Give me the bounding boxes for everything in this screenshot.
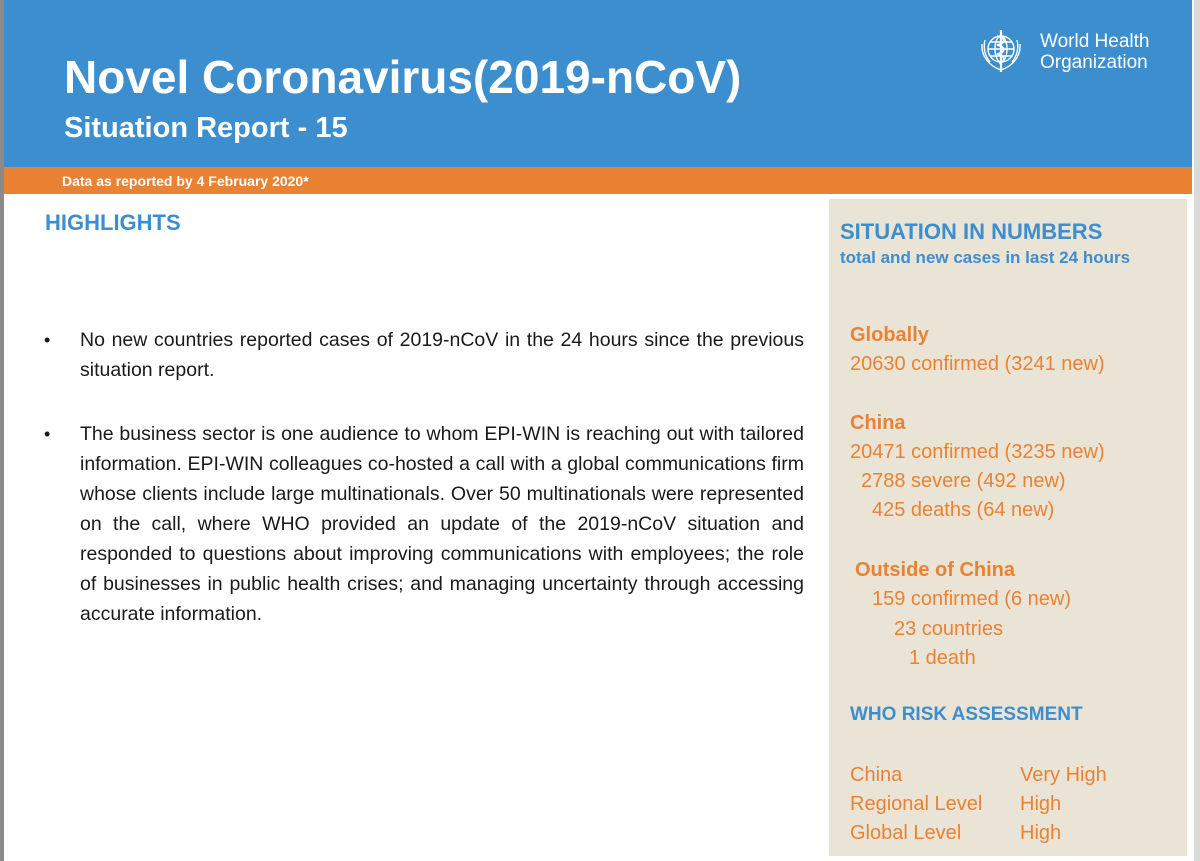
section-title-globally: Globally bbox=[850, 324, 929, 346]
highlight-paragraph-2: The business sector is one audience to whom EPI-WIN is reaching out with tailored information. EPI-WIN colleagues co-hosted a call with a global communications firm whose clients include large multinationals. Over 50 multinationals were represented on the call, where WHO provided an update of the 2019-nCoV situation and responded to questions about improving communications with employees; the role of businesses in public health crises; and managing uncertainty through accessing accurate information. bbox=[80, 423, 804, 625]
risk-label-global: Global Level bbox=[850, 822, 962, 844]
section-title-outside-china: Outside of China bbox=[855, 559, 1015, 581]
risk-label-china: China bbox=[850, 764, 903, 786]
risk-value-china: Very High bbox=[1020, 764, 1107, 786]
bullet-icon: • bbox=[44, 424, 51, 444]
risk-value-global: High bbox=[1020, 822, 1062, 844]
page-right-edge bbox=[1194, 0, 1200, 861]
risk-value-regional: High bbox=[1020, 793, 1062, 815]
who-emblem-icon bbox=[976, 26, 1026, 76]
who-logo bbox=[976, 26, 1156, 76]
stat-outside-confirmed: 159 confirmed (6 new) bbox=[872, 588, 1071, 610]
situation-subheading: total and new cases in last 24 hours bbox=[840, 248, 1131, 267]
stat-outside-countries: 23 countries bbox=[894, 618, 1003, 640]
report-title: Novel Coronavirus(2019-nCoV) bbox=[64, 51, 742, 103]
stat-china-severe: 2788 severe (492 new) bbox=[861, 470, 1066, 492]
who-name-line2: Organization bbox=[1040, 52, 1148, 73]
section-title-china: China bbox=[850, 412, 906, 434]
highlight-paragraph-1: No new countries reported cases of 2019-nCoV in the 24 hours since the previous situation report. bbox=[80, 329, 804, 381]
situation-panel bbox=[829, 199, 1187, 856]
date-bar bbox=[4, 167, 1192, 194]
stat-china-confirmed: 20471 confirmed (3235 new) bbox=[850, 441, 1105, 463]
risk-heading: WHO RISK ASSESSMENT bbox=[850, 704, 1083, 725]
risk-label-regional: Regional Level bbox=[850, 793, 983, 815]
report-date: Data as reported by 4 February 2020* bbox=[62, 173, 309, 189]
situation-heading: SITUATION IN NUMBERS bbox=[840, 219, 1103, 244]
bullet-icon: • bbox=[44, 330, 51, 350]
stat-china-deaths: 425 deaths (64 new) bbox=[872, 499, 1055, 521]
stat-outside-deaths: 1 death bbox=[909, 647, 976, 669]
report-subtitle: Situation Report - 15 bbox=[64, 112, 348, 144]
highlights-heading: HIGHLIGHTS bbox=[45, 210, 181, 235]
who-name-line1: World Health bbox=[1040, 31, 1150, 52]
report-header bbox=[4, 0, 1192, 167]
stat-global-confirmed: 20630 confirmed (3241 new) bbox=[850, 353, 1105, 375]
who-name bbox=[1040, 31, 1149, 73]
